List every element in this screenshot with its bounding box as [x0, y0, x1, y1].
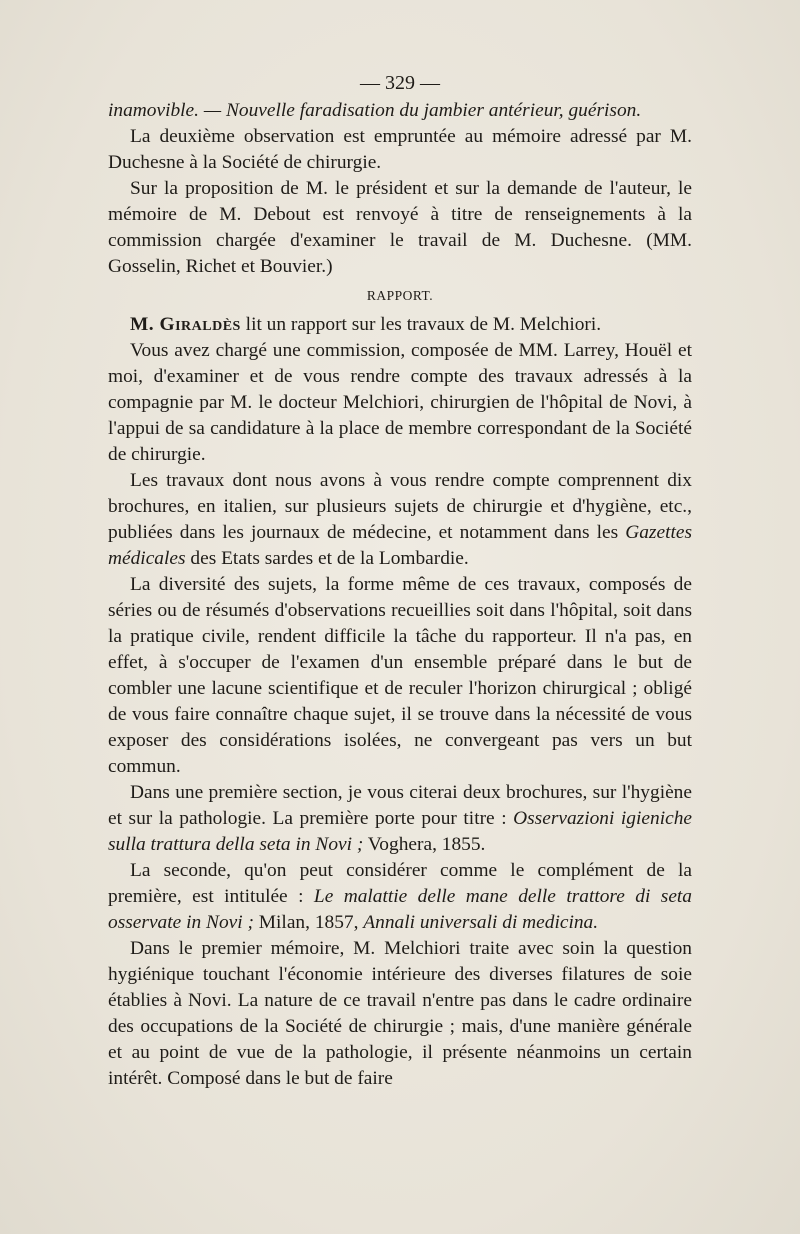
paragraph	[108, 858, 692, 936]
italic-text: Gazettes médicales	[108, 522, 692, 569]
paragraph-text: lit un rapport sur les travaux de M. Melchiori.	[240, 314, 602, 335]
speaker-name: M. Giraldès	[130, 314, 241, 335]
paragraph-text: Les travaux dont nous avons à vous rendre compte comprennent dix brochures, en italien, sur plusieurs sujets de chirurgie et d'hygiène, etc., publiées dans les journaux de médecine, et notamment dans les	[108, 470, 692, 543]
paragraph-text: Milan, 1857,	[253, 912, 364, 933]
italic-text: inamovible. — Nouvelle faradisation du jambier antérieur, guérison.	[108, 100, 642, 121]
paragraph-text: Vous avez chargé une commission, composée de MM. Larrey, Houël et moi, d'examiner et de vous rendre compte des travaux adressés à la compagnie par M. le docteur Melchiori, chirurgien de l'hôpital de Novi, à l'appui de sa candidature à la place de membre correspondant de la Société de chirurgie.	[108, 340, 692, 465]
italic-text: Annali universali di medicina.	[363, 912, 599, 933]
paragraph-text: des Etats sardes et de la Lombardie.	[185, 548, 469, 569]
paragraph	[108, 176, 692, 280]
body-text	[108, 98, 692, 1092]
paragraph	[108, 572, 692, 780]
page-number: — 329 —	[360, 72, 440, 94]
paragraph	[108, 936, 692, 1092]
paragraph-text: La diversité des sujets, la forme même de ces travaux, composés de séries ou de résumés d'observations recueillies soit dans l'hôpital, soit dans la pratique civile, rendent difficile la tâche du rapporteur. Il n'a pas, en effet, à s'occuper de l'examen d'un ensemble préparé dans le but de combler une lacune scientifique et de reculer l'horizon chirurgical ; obligé de vous faire connaître chaque sujet, il se trouve dans la nécessité de vous exposer des considérations isolées, ne convergeant pas vers un but commun.	[108, 574, 692, 777]
italic-text: Le malattie delle mane delle trattore di seta osservate in Novi ;	[108, 886, 693, 933]
paragraph-continuation	[108, 98, 692, 124]
paragraph-text: Voghera, 1855.	[363, 834, 486, 855]
italic-text: Osservazioni igieniche sulla trattura della seta in Novi ;	[108, 808, 692, 855]
paragraph-text: Sur la proposition de M. le président et sur la demande de l'auteur, le mémoire de M. Debout est renvoyé à titre de renseignements à la commission chargée d'examiner le travail de M. Duchesne. (MM. Gosselin, Richet et Bouvier.)	[108, 178, 692, 277]
paragraph	[108, 780, 692, 858]
paragraph	[108, 468, 692, 572]
paragraph-text: La deuxième observation est empruntée au mémoire adressé par M. Duchesne à la Société de chirurgie.	[108, 126, 692, 173]
paragraph-text: Dans une première section, je vous citerai deux brochures, sur l'hygiène et sur la pathologie. La première porte pour titre :	[108, 782, 692, 829]
paragraph	[108, 338, 692, 468]
paragraph-text: Dans le premier mémoire, M. Melchiori traite avec soin la question hygiénique touchant l'économie intérieure des diverses filatures de soie établies à Novi. La nature de ce travail n'entre pas dans le cadre ordinaire des occupations de la Société de chirurgie ; mais, d'une manière générale et au point de vue de la pathologie, il présente néanmoins un certain intérêt. Composé dans le but de faire	[108, 938, 692, 1089]
paragraph	[108, 124, 692, 176]
paragraph	[108, 312, 692, 338]
paragraph-text: La seconde, qu'on peut considérer comme le complément de la première, est intitulée :	[108, 860, 692, 907]
section-heading: RAPPORT.	[366, 288, 434, 303]
